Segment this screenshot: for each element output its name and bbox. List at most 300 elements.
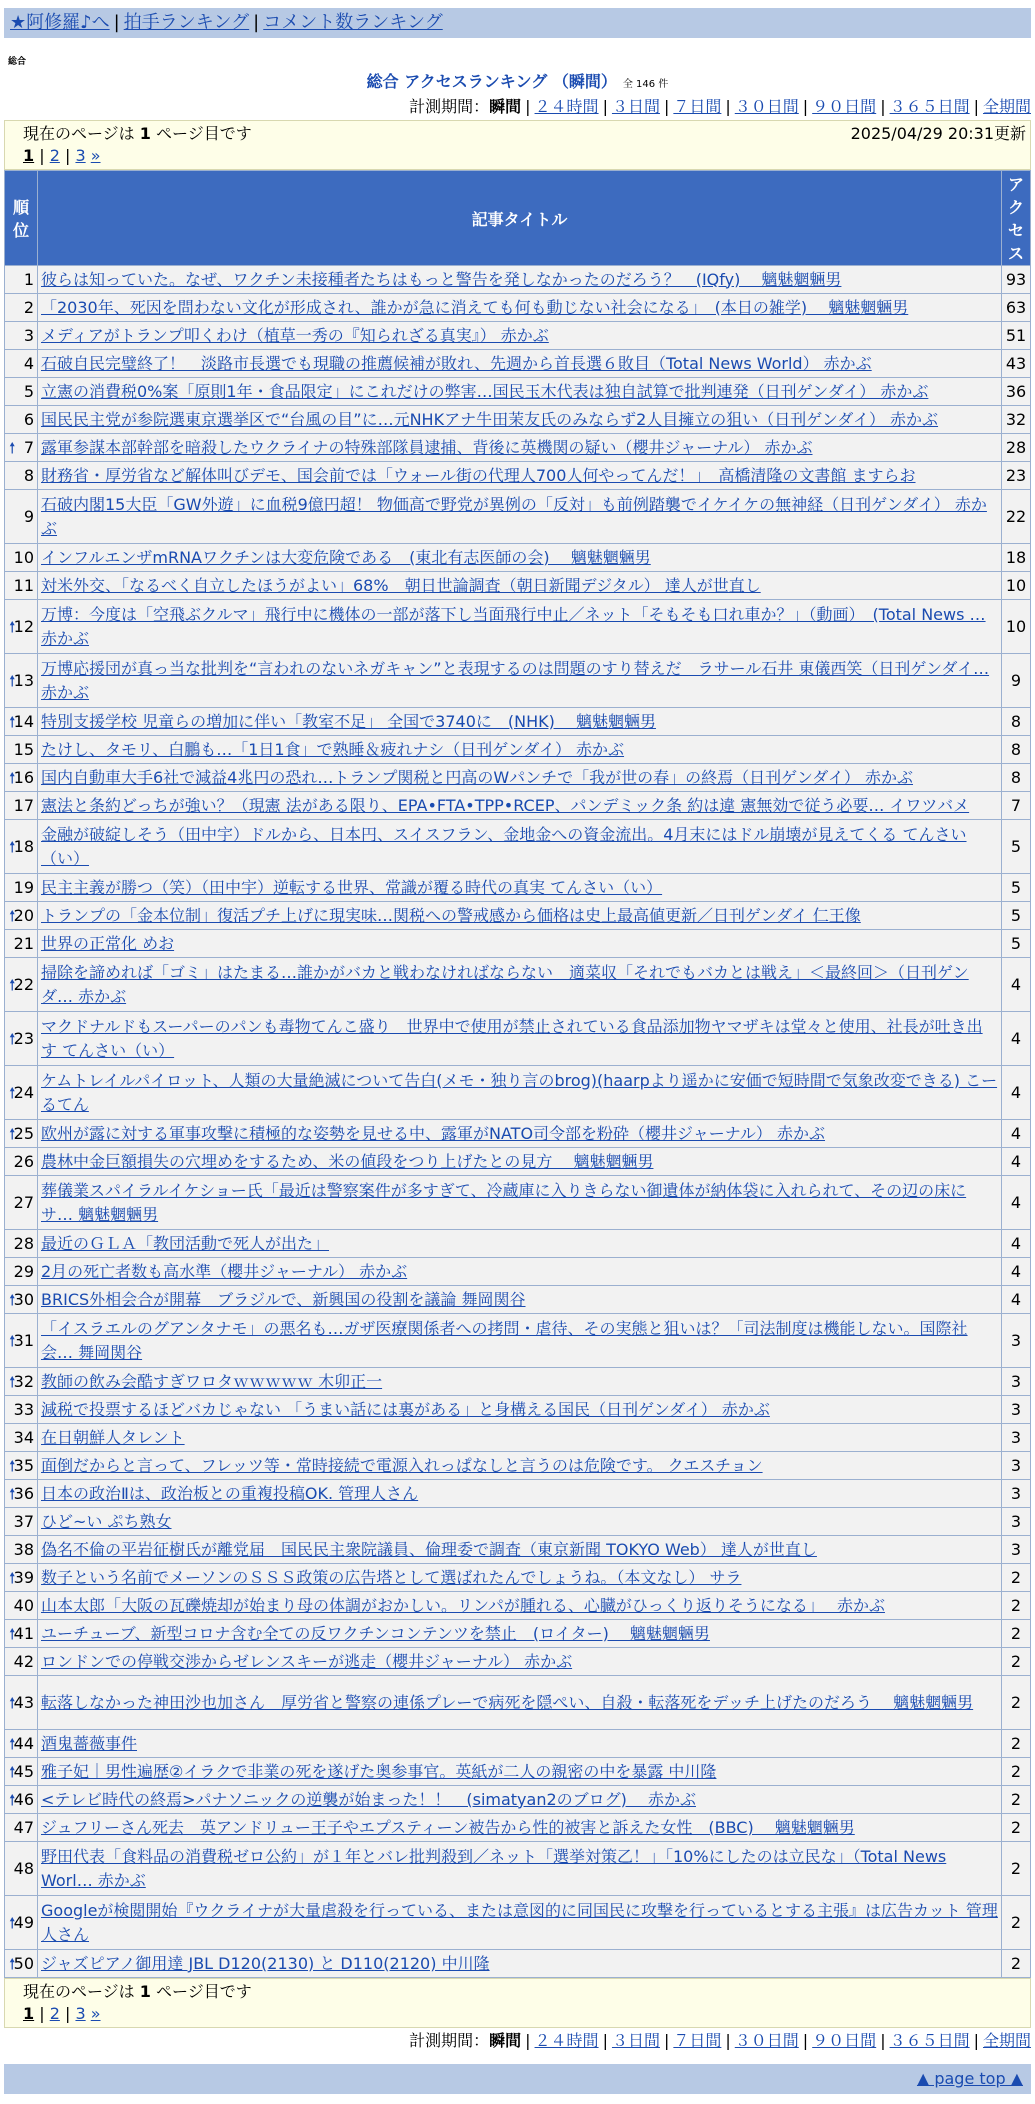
access-count: 22 — [1002, 490, 1030, 543]
article-link[interactable]: 2月の死亡者数も高水準（櫻井ジャーナル） 赤かぶ — [41, 1261, 408, 1281]
title-cell — [38, 350, 1001, 377]
rank-cell — [5, 958, 37, 1011]
rank-cell — [5, 792, 37, 819]
rank-cell — [5, 1786, 37, 1813]
rank-cell — [5, 1480, 37, 1507]
rank-number: 17 — [13, 795, 34, 815]
title-cell — [38, 1230, 1001, 1257]
title-cell — [38, 1592, 1001, 1619]
title-cell — [38, 600, 1001, 653]
title-cell — [38, 1286, 1001, 1313]
page-top-link[interactable]: ▲ page top ▲ — [916, 2069, 1023, 2088]
article-link[interactable]: 特別支援学校 児童らの増加に伴い「教室不足」 全国で3740に (NHK) 魑魅魍魎男 — [41, 711, 656, 731]
article-link[interactable]: 国内自動車大手6社で減益4兆円の恐れ…トランプ関税と円高のWパンチで「我が世の春」の終焉（日刊ゲンダイ） 赤かぶ — [41, 767, 913, 787]
title-cell — [38, 462, 1001, 489]
access-count: 4 — [1002, 1230, 1030, 1257]
rank-number: 10 — [13, 547, 34, 567]
period-link[interactable]: ７日間 — [673, 97, 722, 116]
rank-cell — [5, 378, 37, 405]
article-link[interactable]: 「イスラエルのグアンタナモ」の悪名も…ガザ医療関係者への拷問・虐待、その実態と狙いは？「司法制度は機能しない。国際社会… 舞岡関谷 — [41, 1318, 968, 1362]
page — [4, 0, 1031, 2094]
period-separator: | — [725, 2031, 731, 2050]
period-current: 瞬間 — [489, 97, 522, 116]
rank-up-arrow-icon: 🠕 — [9, 1790, 16, 1809]
article-link[interactable]: BRICS外相会合が開幕 ブラジルで、新興国の役割を議論 舞岡関谷 — [41, 1289, 526, 1309]
rank-cell — [5, 1676, 37, 1729]
rank-up-arrow-icon: 🠕 — [9, 438, 16, 457]
rank-cell — [5, 1230, 37, 1257]
access-count: 43 — [1002, 350, 1030, 377]
page-status: 現在のページは 1 ページ目です — [23, 124, 252, 143]
access-count: 4 — [1002, 1148, 1030, 1175]
rank-cell — [5, 572, 37, 599]
rank-cell — [5, 930, 37, 957]
table-row — [5, 820, 1030, 873]
title-cell — [38, 1564, 1001, 1591]
article-link[interactable]: 偽名不倫の平岩征樹氏が離党届 国民民主衆院議員、倫理委で調査（東京新聞 TOKYO Web） 達人が世直し — [41, 1539, 817, 1559]
rank-cell — [5, 1120, 37, 1147]
title-cell — [38, 544, 1001, 571]
rank-column-header: 順位 — [5, 171, 37, 265]
rank-number: 16 — [13, 767, 34, 787]
rank-number: 1 — [23, 269, 34, 289]
title-cell — [38, 322, 1001, 349]
title-cell — [38, 1620, 1001, 1647]
article-link[interactable]: ケムトレイルパイロット、人類の大量絶滅について告白(メモ・独り言のbrog)(haarpより遥かに安価で短時間で気象改変できる) こーるてん — [41, 1070, 998, 1114]
period-link[interactable]: ３日間 — [611, 97, 660, 116]
title-cell — [38, 1176, 1001, 1229]
period-link[interactable]: ３６５日間 — [889, 97, 970, 116]
article-link[interactable]: メディアがトランプ叩くわけ（植草一秀の『知られざる真実』） 赤かぶ — [41, 325, 549, 345]
rank-up-arrow-icon: 🠕 — [9, 768, 16, 787]
rank-cell — [5, 1896, 37, 1949]
access-count: 32 — [1002, 406, 1030, 433]
rank-number: 41 — [13, 1623, 34, 1643]
access-count: 3 — [1002, 1368, 1030, 1395]
rank-cell — [5, 1508, 37, 1535]
table-row — [5, 1564, 1030, 1591]
table-row — [5, 600, 1030, 653]
title-cell — [38, 572, 1001, 599]
page-links — [23, 2003, 1030, 2025]
period-selector-top — [4, 94, 1031, 120]
article-link[interactable]: 農林中金巨額損失の穴埋めをするため、米の値段をつり上げたとの見方 魑魅魍魎男 — [41, 1151, 654, 1171]
title-cell — [38, 820, 1001, 873]
table-row — [5, 1730, 1030, 1757]
period-separator: | — [725, 97, 731, 116]
rank-number: 38 — [13, 1539, 34, 1559]
table-row — [5, 1480, 1030, 1507]
rank-cell — [5, 462, 37, 489]
rank-number: 46 — [13, 1789, 34, 1809]
period-link[interactable]: ２４時間 — [534, 2031, 599, 2050]
rank-number: 27 — [13, 1192, 34, 1212]
period-link[interactable]: ９０日間 — [812, 2031, 877, 2050]
period-separator: | — [880, 97, 886, 116]
article-link[interactable]: 石破内閣15大臣「GW外遊」に血税9億円超！ 物価高で野党が異例の「反対」も前例踏襲でイケイケの無神経（日刊ゲンダイ） 赤かぶ — [41, 494, 987, 538]
rank-up-arrow-icon: 🠕 — [9, 1693, 16, 1712]
period-link[interactable]: 全期間 — [982, 2031, 1031, 2050]
article-link[interactable]: ひど~い ぷち熟女 — [41, 1511, 172, 1531]
rank-number: 8 — [23, 465, 34, 485]
access-count: 2 — [1002, 1814, 1030, 1841]
period-separator: | — [525, 97, 531, 116]
rank-cell — [5, 1314, 37, 1367]
title-cell — [38, 1508, 1001, 1535]
article-link[interactable]: 面倒だからと言って、フレッツ等・常時接続で電源入れっぱなしと言うのは危険です。 クエスチョン — [41, 1455, 763, 1475]
title-cell — [38, 792, 1001, 819]
pager-bottom — [4, 1978, 1031, 2028]
rank-up-arrow-icon: 🠕 — [9, 975, 16, 994]
article-link[interactable]: 葬儀業スパイラルイケショー氏「最近は警察案件が多すぎて、冷蔵庫に入りきらない御遺体が納体袋に入れられて、その辺の床にサ… 魑魅魍魎男 — [41, 1180, 967, 1224]
table-row — [5, 1148, 1030, 1175]
page-link[interactable]: 3 — [75, 146, 86, 165]
article-link[interactable]: 民主主義が勝つ（笑）（田中宇）逆転する世界、常識が覆る時代の真実 てんさい（い） — [41, 877, 663, 897]
rank-cell — [5, 1730, 37, 1757]
page-link[interactable]: 2 — [49, 2004, 60, 2023]
access-count: 8 — [1002, 736, 1030, 763]
access-count: 93 — [1002, 266, 1030, 293]
title-cell — [38, 1120, 1001, 1147]
rank-up-arrow-icon: 🠕 — [9, 712, 16, 731]
next-page-link[interactable]: » — [90, 146, 101, 165]
rank-up-arrow-icon: 🠕 — [9, 1624, 16, 1643]
rank-number: 44 — [13, 1733, 34, 1753]
rank-number: 31 — [13, 1330, 34, 1350]
access-count: 4 — [1002, 1012, 1030, 1065]
period-separator: | — [802, 2031, 809, 2050]
article-link[interactable]: 立憲の消費税0%案「原則1年・食品限定」にこれだけの弊害…国民玉木代表は独自試算で批判連発（日刊ゲンダイ） 赤かぶ — [41, 381, 929, 401]
article-link[interactable]: 最近のＧＬＡ「教団活動で死人が出た」 — [41, 1233, 330, 1253]
page-title — [4, 70, 1031, 94]
rank-number: 43 — [13, 1692, 34, 1712]
article-link[interactable]: 彼らは知っていた。なぜ、ワクチン未接種者たちはもっと警告を発しなかったのだろう？ (IQfy) 魑魅魍魎男 — [41, 269, 842, 289]
rank-cell — [5, 1176, 37, 1229]
rank-cell — [5, 1424, 37, 1451]
title-cell — [38, 1258, 1001, 1285]
article-link[interactable]: 教師の飲み会酷すぎワロタｗｗｗｗｗ 木卯正一 — [41, 1371, 383, 1391]
rank-cell — [5, 1012, 37, 1065]
clap-ranking-link[interactable]: 拍手ランキング — [123, 12, 250, 33]
rank-number: 9 — [23, 506, 34, 526]
access-count: 5 — [1002, 902, 1030, 929]
article-link[interactable]: 対米外交、「なるべく自立したほうがよい」68% 朝日世論調査（朝日新聞デジタル） 達人が世直し — [41, 575, 761, 595]
access-count: 63 — [1002, 294, 1030, 321]
current-page: 1 — [23, 146, 35, 165]
table-row — [5, 1814, 1030, 1841]
article-link[interactable]: ユーチューブ、新型コロナ含む全ての反ワクチンコンテンツを禁止 (ロイター) 魑魅魍魎男 — [41, 1623, 710, 1643]
access-count: 2 — [1002, 1592, 1030, 1619]
article-link[interactable]: 転落しなかった神田沙也加さん 厚労省と警察の連係プレーで病死を隠ぺい、自殺・転落死をデッチ上げたのだろう 魑魅魍魎男 — [41, 1692, 974, 1712]
rank-cell — [5, 1258, 37, 1285]
rank-number: 35 — [13, 1455, 34, 1475]
rank-cell — [5, 544, 37, 571]
article-link[interactable]: たけし、タモリ、白鵬も…「1日1食」で熟睡＆疲れナシ（日刊ゲンダイ） 赤かぶ — [41, 739, 625, 759]
article-link[interactable]: 数子という名前でメーソンのＳＳＳ政策の広告塔として選ばれたんでしょうね。（本文なし） サラ — [41, 1567, 742, 1587]
rank-up-arrow-icon: 🠕 — [9, 1083, 16, 1102]
rank-cell — [5, 1620, 37, 1647]
top-nav-bar — [4, 8, 1031, 38]
article-link[interactable]: 石破自民完璧終了！ 淡路市長選でも現職の推薦候補が敗れ、先週から首長選６敗目（Total News World） 赤かぶ — [41, 353, 872, 373]
article-link[interactable]: 雅子妃｜男性遍歴②イラクで非業の死を遂げた奥参事官。英紙が二人の親密の中を暴露 中川隆 — [41, 1761, 717, 1781]
period-current: 瞬間 — [489, 2031, 522, 2050]
rank-number: 29 — [13, 1261, 34, 1281]
article-link[interactable]: 憲法と条約どっちが強い？（現憲 法がある限り、EPA•FTA•TPP•RCEP、パンデミック条 約は違 憲無効で従う必要… イワツバメ — [41, 795, 970, 815]
rank-cell — [5, 1648, 37, 1675]
rank-up-arrow-icon: 🠕 — [9, 1290, 16, 1309]
page-link[interactable]: 3 — [75, 2004, 86, 2023]
rank-up-arrow-icon: 🠕 — [9, 1762, 16, 1781]
title-cell — [38, 406, 1001, 433]
period-separator: | — [802, 97, 809, 116]
nav-separator: | — [113, 12, 120, 33]
title-cell — [38, 1676, 1001, 1729]
access-count: 4 — [1002, 1176, 1030, 1229]
access-count: 36 — [1002, 378, 1030, 405]
access-count: 2 — [1002, 1896, 1030, 1949]
rank-up-arrow-icon: 🠕 — [9, 837, 16, 856]
rank-number: 48 — [13, 1858, 34, 1878]
period-link[interactable]: ３６５日間 — [889, 2031, 970, 2050]
access-count: 3 — [1002, 1314, 1030, 1367]
article-link[interactable]: 欧州が露に対する軍事攻撃に積極的な姿勢を見せる中、露軍がNATO司令部を粉砕（櫻井ジャーナル） 赤かぶ — [41, 1123, 826, 1143]
access-count: 2 — [1002, 1648, 1030, 1675]
title-cell — [38, 1480, 1001, 1507]
period-link[interactable]: ３０日間 — [734, 2031, 799, 2050]
article-link[interactable]: 山本太郎「大阪の瓦礫焼却が始まり母の体調がおかしい。リンパが腫れる、心臓がひっくり返りそうになる」 赤かぶ — [41, 1595, 885, 1615]
table-row — [5, 544, 1030, 571]
table-row — [5, 406, 1030, 433]
article-link[interactable]: 掃除を諦めれば「ゴミ」はたまる…誰かがバカと戦わなければならない 適菜収「それでもバカとは戦え」＜最終回＞（日刊ゲンダ… 赤かぶ — [41, 962, 969, 1006]
period-separator: | — [973, 2031, 979, 2050]
page-separator: | — [34, 2004, 50, 2023]
table-row — [5, 1842, 1030, 1895]
page-separator: | — [59, 2004, 76, 2023]
access-count: 3 — [1002, 1424, 1030, 1451]
title-cell — [38, 654, 1001, 707]
rank-up-arrow-icon: 🠕 — [9, 1954, 16, 1973]
period-link[interactable]: ３０日間 — [734, 97, 799, 116]
title-cell — [38, 1148, 1001, 1175]
table-row — [5, 1314, 1030, 1367]
rank-cell — [5, 1814, 37, 1841]
rank-number: 30 — [13, 1289, 34, 1309]
article-link[interactable]: 野田代表「食料品の消費税ゼロ公約」が１年とバレ批判殺到／ネット「選挙対策乙！」「10%にしたのは立民な」（Total News Worl… 赤かぶ — [41, 1846, 947, 1890]
table-row — [5, 1258, 1030, 1285]
rank-number: 39 — [13, 1567, 34, 1587]
access-count: 5 — [1002, 874, 1030, 901]
rank-up-arrow-icon: 🠕 — [9, 1124, 16, 1143]
rank-up-arrow-icon: 🠕 — [9, 617, 16, 636]
table-row — [5, 1368, 1030, 1395]
rank-number: 13 — [13, 670, 34, 690]
article-link[interactable]: ジャズピアノ御用達 JBL D120(2130) と D110(2120) 中川隆 — [41, 1953, 490, 1973]
article-link[interactable]: 万博応援団が真っ当な批判を“言われのないネガキャン”と表現するのは問題のすり替えだ ラサール石井 東儀西笑（日刊ゲンダイ… 赤かぶ — [41, 658, 990, 702]
table-row — [5, 1286, 1030, 1313]
article-link[interactable]: 金融が破綻しそう（田中宇）ドルから、日本円、スイスフラン、金地金への資金流出。4月末にはドル崩壊が見えてくる てんさい（い） — [41, 824, 967, 868]
rank-number: 22 — [13, 974, 34, 994]
table-row — [5, 1396, 1030, 1423]
ranking-table — [4, 170, 1031, 1978]
rank-cell — [5, 600, 37, 653]
footer-bar — [4, 2064, 1031, 2094]
rank-number: 42 — [13, 1651, 34, 1671]
page-separator: | — [59, 146, 76, 165]
rank-cell — [5, 1286, 37, 1313]
page-link[interactable]: 2 — [49, 146, 60, 165]
rank-number: 36 — [13, 1483, 34, 1503]
access-count: 2 — [1002, 1564, 1030, 1591]
period-selector-bottom — [4, 2028, 1031, 2054]
rank-number: 33 — [13, 1399, 34, 1419]
article-link[interactable]: マクドナルドもスーパーのパンも毒物てんこ盛り 世界中で使用が禁止されている食品添加物ヤマザキは堂々と使用、社長が吐き出す てんさい（い） — [41, 1016, 983, 1060]
rank-cell — [5, 1148, 37, 1175]
article-link[interactable]: <テレビ時代の終焉>パナソニックの逆襲が始まった！！ (simatyan2のブログ) 赤かぶ — [41, 1789, 696, 1809]
table-row — [5, 1758, 1030, 1785]
access-column-header: アクセス — [1002, 171, 1030, 265]
table-row — [5, 958, 1030, 1011]
rank-cell — [5, 708, 37, 735]
article-link[interactable]: 露軍参謀本部幹部を暗殺したウクライナの特殊部隊員逮捕、背後に英機関の疑い（櫻井ジャーナル） 赤かぶ — [41, 437, 813, 457]
current-page: 1 — [23, 2004, 35, 2023]
article-link[interactable]: ジュフリーさん死去 英アンドリュー王子やエプスティーン被告から性的被害と訴えた女性 (BBC) 魑魅魍魎男 — [41, 1817, 855, 1837]
title-cell — [38, 1814, 1001, 1841]
article-link[interactable]: 「2030年、死因を問わない文化が形成され、誰かが急に消えても何も動じない社会になる」 (本日の雑学) 魑魅魍魎男 — [41, 297, 909, 317]
article-link[interactable]: 世界の正常化 めお — [41, 933, 175, 953]
access-count: 51 — [1002, 322, 1030, 349]
title-cell — [38, 1648, 1001, 1675]
page-links — [23, 145, 1030, 167]
title-cell — [38, 958, 1001, 1011]
access-count: 7 — [1002, 792, 1030, 819]
rank-number: 50 — [13, 1953, 34, 1973]
rank-up-arrow-icon: 🠕 — [9, 1734, 16, 1753]
table-row — [5, 1176, 1030, 1229]
home-link[interactable]: ★阿修羅♪へ — [10, 12, 110, 33]
table-row — [5, 1230, 1030, 1257]
table-row — [5, 378, 1030, 405]
rank-up-arrow-icon: 🠕 — [9, 1484, 16, 1503]
period-link[interactable]: 全期間 — [982, 97, 1031, 116]
rank-cell — [5, 1368, 37, 1395]
period-link[interactable]: ７日間 — [673, 2031, 722, 2050]
next-page-link[interactable]: » — [90, 2004, 101, 2023]
title-cell — [38, 294, 1001, 321]
table-row — [5, 1620, 1030, 1647]
rank-number: 37 — [13, 1511, 34, 1531]
table-row — [5, 1508, 1030, 1535]
article-link[interactable]: 国民民主党が参院選東京選挙区で“台風の目”に…元NHKアナ牛田茉友氏のみならず2人目擁立の狙い（日刊ゲンダイ） 赤かぶ — [41, 409, 939, 429]
table-row — [5, 1424, 1030, 1451]
access-count: 10 — [1002, 600, 1030, 653]
access-count: 2 — [1002, 1758, 1030, 1785]
access-count: 2 — [1002, 1676, 1030, 1729]
rank-number: 5 — [23, 381, 34, 401]
title-cell — [38, 708, 1001, 735]
rank-up-arrow-icon: 🠕 — [9, 671, 16, 690]
period-link[interactable]: ９０日間 — [812, 97, 877, 116]
access-count: 3 — [1002, 1452, 1030, 1479]
zone-label: 総合 — [8, 57, 27, 67]
rank-cell — [5, 322, 37, 349]
rank-cell — [5, 764, 37, 791]
access-count: 4 — [1002, 1258, 1030, 1285]
rank-cell — [5, 350, 37, 377]
table-row — [5, 322, 1030, 349]
access-count: 3 — [1002, 1480, 1030, 1507]
title-cell — [38, 1452, 1001, 1479]
rank-number: 28 — [13, 1233, 34, 1253]
article-link[interactable]: 減税で投票するほどバカじゃない 「うまい話には裏がある」と身構える国民（日刊ゲンダイ） 赤かぶ — [41, 1399, 770, 1419]
table-row — [5, 1012, 1030, 1065]
article-link[interactable]: インフルエンザmRNAワクチンは大変危険である (東北有志医師の会) 魑魅魍魎男 — [41, 547, 651, 567]
access-count: 4 — [1002, 1066, 1030, 1119]
rank-number: 6 — [23, 409, 34, 429]
title-cell — [38, 1396, 1001, 1423]
table-row — [5, 1592, 1030, 1619]
article-link[interactable]: 酒鬼薔薇事件 — [41, 1733, 138, 1753]
rank-cell — [5, 1950, 37, 1977]
title-cell — [38, 1758, 1001, 1785]
article-link[interactable]: 日本の政治Ⅱは、政治板との重複投稿OK. 管理人さん — [41, 1483, 419, 1503]
table-row — [5, 490, 1030, 543]
access-count: 2 — [1002, 1620, 1030, 1647]
rank-cell — [5, 874, 37, 901]
access-count: 8 — [1002, 708, 1030, 735]
access-count: 3 — [1002, 1536, 1030, 1563]
title-cell — [38, 266, 1001, 293]
rank-number: 34 — [13, 1427, 34, 1447]
access-count: 2 — [1002, 1842, 1030, 1895]
rank-up-arrow-icon: 🠕 — [9, 1331, 16, 1350]
article-link[interactable]: 財務省・厚労省など解体叫びデモ、国会前では「ウォール街の代理人700人何やってんだ！」 高橋清隆の文書館 ますらお — [41, 465, 916, 485]
table-row — [5, 792, 1030, 819]
period-link[interactable]: ２４時間 — [534, 97, 599, 116]
title-cell — [38, 1066, 1001, 1119]
period-link[interactable]: ３日間 — [611, 2031, 660, 2050]
article-link[interactable]: トランプの「金本位制」復活プチ上げに現実味…関税への警戒感から価格は史上最高値更新／日刊ゲンダイ 仁王像 — [41, 905, 861, 925]
rank-number: 19 — [13, 877, 34, 897]
rank-cell — [5, 1592, 37, 1619]
comment-ranking-link[interactable]: コメント数ランキング — [263, 12, 443, 33]
rank-up-arrow-icon: 🠕 — [9, 1456, 16, 1475]
title-cell — [38, 764, 1001, 791]
access-count: 2 — [1002, 1730, 1030, 1757]
period-label: 計測期間： — [409, 97, 490, 116]
rank-cell — [5, 294, 37, 321]
access-count: 3 — [1002, 1396, 1030, 1423]
period-separator: | — [880, 2031, 886, 2050]
article-link[interactable]: Googleが検閲開始『ウクライナが大量虐殺を行っている、または意図的に同国民に攻撃を行っているとする主張』は広告カット 管理人さん — [41, 1900, 998, 1944]
rank-number: 12 — [13, 616, 34, 636]
access-count: 28 — [1002, 434, 1030, 461]
table-row — [5, 736, 1030, 763]
title-cell — [38, 490, 1001, 543]
article-link[interactable]: ロンドンでの停戦交渉からゼレンスキーが逃走（櫻井ジャーナル） 赤かぶ — [41, 1651, 573, 1671]
article-link[interactable]: 在日朝鮮人タレント — [41, 1427, 185, 1447]
rank-number: 49 — [13, 1912, 34, 1932]
title-cell — [38, 1012, 1001, 1065]
rank-cell — [5, 490, 37, 543]
access-count: 23 — [1002, 462, 1030, 489]
rank-up-arrow-icon: 🠕 — [9, 1913, 16, 1932]
rank-number: 21 — [13, 933, 34, 953]
access-count: 4 — [1002, 1286, 1030, 1313]
article-link[interactable]: 万博：今度は「空飛ぶクルマ」飛行中に機体の一部が落下し当面飛行中止／ネット「そもそも口れ車か？」（動画） (Total News … 赤かぶ — [41, 604, 986, 648]
table-row — [5, 1648, 1030, 1675]
table-row — [5, 266, 1030, 293]
rank-cell — [5, 1066, 37, 1119]
